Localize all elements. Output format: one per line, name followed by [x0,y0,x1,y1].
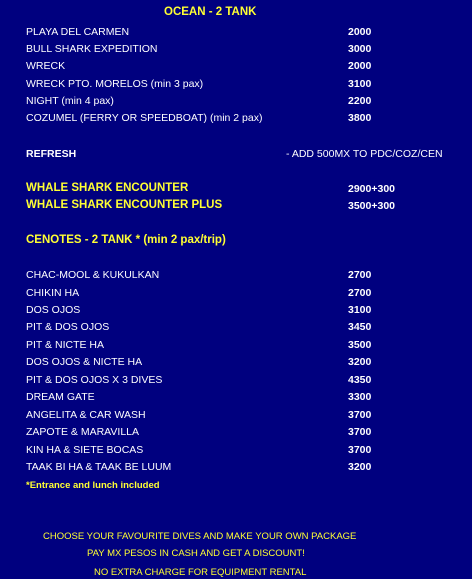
cenote-row-price: 3200 [348,461,372,473]
ocean-row-price: 2000 [348,60,372,72]
ocean-row-price: 2000 [348,26,372,38]
refresh-label: REFRESH [26,148,77,160]
whale-shark-encounter-plus: WHALE SHARK ENCOUNTER PLUS [26,199,223,211]
cenote-row-name: ANGELITA & CAR WASH [26,409,146,421]
ocean-row-price: 3800 [348,112,372,124]
cenote-row-name: CHAC-MOOL & KUKULKAN [26,269,160,281]
ocean-row-name: COZUMEL (FERRY OR SPEEDBOAT) (min 2 pax) [26,112,263,124]
cenote-row-price: 3700 [348,409,372,421]
cenote-row-name: PIT & DOS OJOS [26,321,110,333]
cenote-row-name: CHIKIN HA [26,287,80,299]
footer-line-discount: PAY MX PESOS IN CASH AND GET A DISCOUNT! [87,548,305,559]
cenote-row-name: TAAK BI HA & TAAK BE LUUM [26,461,172,473]
cenote-row-price: 3200 [348,356,372,368]
ocean-row-name: WRECK PTO. MORELOS (min 3 pax) [26,78,204,90]
cenote-row-name: PIT & DOS OJOS X 3 DIVES [26,374,163,386]
footer-line-package: CHOOSE YOUR FAVOURITE DIVES AND MAKE YOUR OWN PACKAGE [43,531,357,542]
cenotes-section-title: CENOTES - 2 TANK * (min 2 pax/trip) [26,234,226,246]
cenote-row-name: PIT & NICTE HA [26,339,104,351]
cenote-row-price: 3100 [348,304,372,316]
cenote-row-name: DOS OJOS [26,304,81,316]
whale-shark-encounter: WHALE SHARK ENCOUNTER [26,182,189,194]
cenote-row-price: 4350 [348,374,372,386]
whale-shark-encounter-plus-price: 3500+300 [348,200,396,212]
ocean-row-name: PLAYA DEL CARMEN [26,26,130,38]
cenote-row-price: 3500 [348,339,372,351]
ocean-row-name: NIGHT (min 4 pax) [26,95,114,107]
footer-line-equipment: NO EXTRA CHARGE FOR EQUIPMENT RENTAL [94,567,307,578]
cenote-row-price: 3450 [348,321,372,333]
cenote-row-name: DREAM GATE [26,391,95,403]
cenote-row-name: DOS OJOS & NICTE HA [26,356,143,368]
ocean-row-price: 3100 [348,78,372,90]
cenote-row-price: 2700 [348,269,372,281]
cenote-row-name: ZAPOTE & MARAVILLA [26,426,140,438]
cenote-row-name: KIN HA & SIETE BOCAS [26,444,144,456]
ocean-row-price: 3000 [348,43,372,55]
ocean-row-name: WRECK [26,60,66,72]
cenotes-footnote: *Entrance and lunch included [26,480,160,491]
whale-shark-encounter-price: 2900+300 [348,183,396,195]
ocean-row-name: BULL SHARK EXPEDITION [26,43,158,55]
cenote-row-price: 3300 [348,391,372,403]
refresh-note: - ADD 500MX TO PDC/COZ/CEN [286,148,443,160]
ocean-section-title: OCEAN - 2 TANK [164,6,257,18]
cenote-row-price: 2700 [348,287,372,299]
cenote-row-price: 3700 [348,426,372,438]
ocean-row-price: 2200 [348,95,372,107]
cenote-row-price: 3700 [348,444,372,456]
